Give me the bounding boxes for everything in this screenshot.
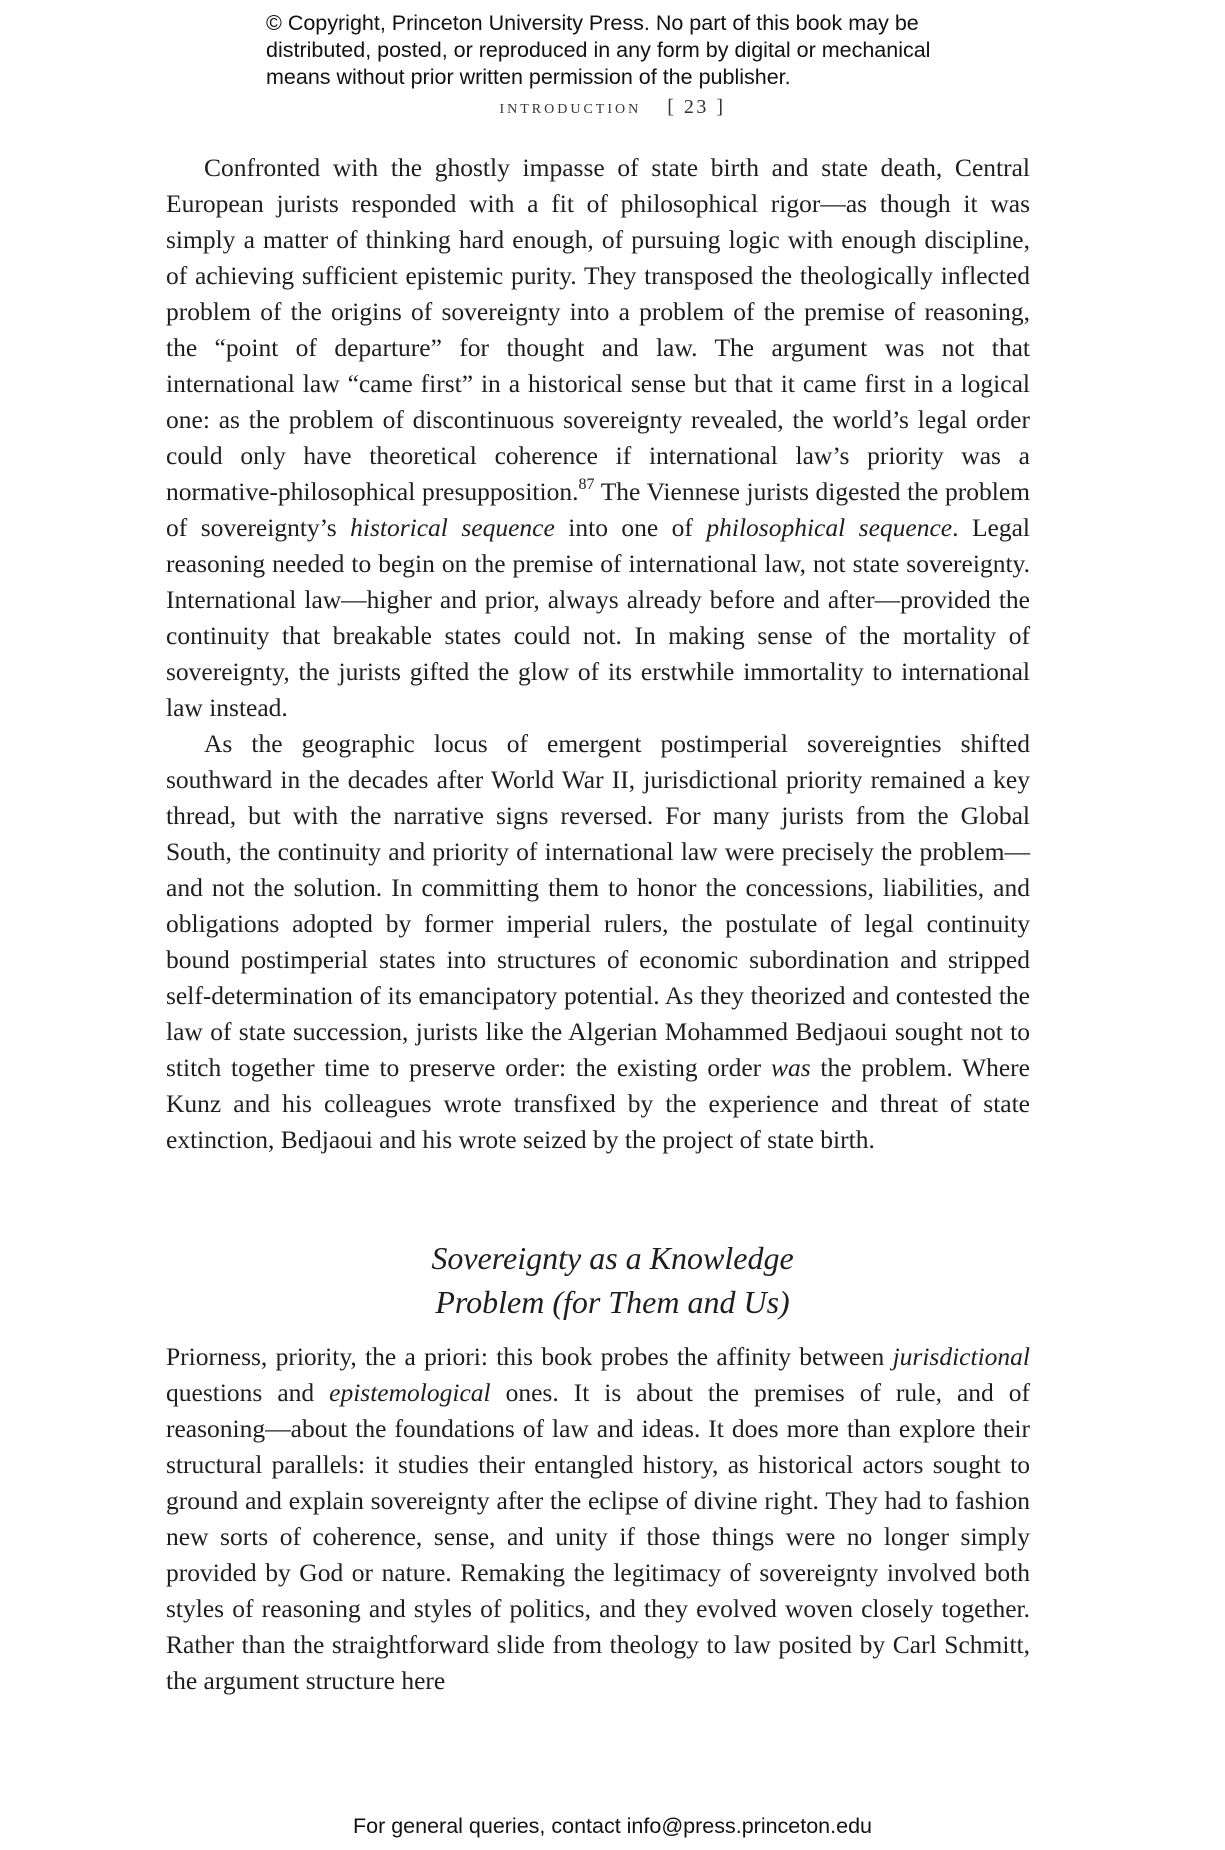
section-heading-line: Sovereignty as a Knowledge <box>431 1240 794 1276</box>
section-heading-line: Problem (for Them and Us) <box>435 1284 790 1320</box>
text-run: Confronted with the ghostly impasse of state birth and state death, Central European jurists responded with a fit of philosophical rigor—as though it was simply a matter of thinking hard enough, of pursuing logic with enough discipline, of achieving sufficient epistemic purity. They transposed the theologically inflected problem of the origins of sovereignty into a problem of the premise of reasoning, the “point of departure” for thought and law. The argument was not that international law “came first” in a historical sense but that it came first in a logical one: as the problem of discontinuous sovereignty revealed, the world’s legal order could only have theoretical coherence if international law’s priority was a normative-philosophical presupposition. <box>166 153 1030 506</box>
text-run: ones. It is about the premises of rule, and of reasoning—about the foundations of law and ideas. It does more than explore their structural parallels: it studies their entangled history, as historical actors sought to ground and explain sovereignty after the eclipse of divine right. They had to fashion new sorts of coherence, sense, and unity if those things were no longer simply provided by God or nature. Remaking the legitimacy of sovereignty involved both styles of reasoning and styles of politics, and they evolved woven closely together. Rather than the straightforward slide from theology to law posited by Carl Schmitt, the argument structure here <box>166 1378 1030 1695</box>
page-number: [ 23 ] <box>667 96 726 118</box>
running-head <box>0 96 1225 119</box>
copyright-notice <box>266 10 1026 91</box>
text-run: The Viennese jurists digested the problem of sovereignty’s <box>166 477 1030 542</box>
text-run: Priorness, priority, the a priori: this book probes the affinity between <box>166 1342 893 1371</box>
paragraph <box>166 1339 1030 1699</box>
copyright-line: distributed, posted, or reproduced in any form by digital or mechanical <box>266 38 931 62</box>
copyright-line: © Copyright, Princeton University Press. No part of this book may be <box>266 11 919 35</box>
paragraph <box>166 150 1030 726</box>
italic-run: jurisdictional <box>892 1342 1030 1371</box>
text-run: As the geographic locus of emergent postimperial sovereignties shifted southward in the decades after World War II, jurisdictional priority remained a key thread, but with the narrative signs reversed. For many jurists from the Global South, the continuity and priority of international law were precisely the problem—and not the solution. In committing them to honor the concessions, liabilities, and obligations adopted by former imperial rulers, the postulate of legal continuity bound postimperial states into structures of economic subordination and stripped self-determination of its emancipatory potential. As they theorized and contested the law of state succession, jurists like the Algerian Mohammed Bedjaoui sought not to stitch together time to preserve order: the existing order <box>166 729 1030 1082</box>
text-run: the problem. Where Kunz and his colleagues wrote transfixed by the experience and threat of state extinction, Bedjaoui and his wrote seized by the project of state birth. <box>166 1053 1030 1154</box>
paragraph <box>166 726 1030 1158</box>
body-text-bottom <box>166 1339 1030 1699</box>
running-head-title: introduction <box>499 96 642 118</box>
italic-run: philosophical sequence <box>706 513 953 542</box>
body-text-top <box>166 150 1030 1158</box>
text-run: questions and <box>166 1378 330 1407</box>
section-heading <box>0 1236 1225 1324</box>
italic-run: historical sequence <box>350 513 555 542</box>
italic-run: was <box>770 1053 811 1082</box>
footnote-marker: 87 <box>578 475 595 493</box>
copyright-line: means without prior written permission of the publisher. <box>266 65 791 89</box>
text-run: . Legal reasoning needed to begin on the premise of international law, not state sovereignty. International law—higher and prior, always already before and after—provided the continuity that breakable states could not. In making sense of the mortality of sovereignty, the jurists gifted the glow of its erstwhile immortality to international law instead. <box>166 513 1030 722</box>
italic-run: epistemological <box>329 1378 491 1407</box>
footer-contact: For general queries, contact info@press.princeton.edu <box>352 1814 872 1838</box>
text-run: into one of <box>554 513 707 542</box>
